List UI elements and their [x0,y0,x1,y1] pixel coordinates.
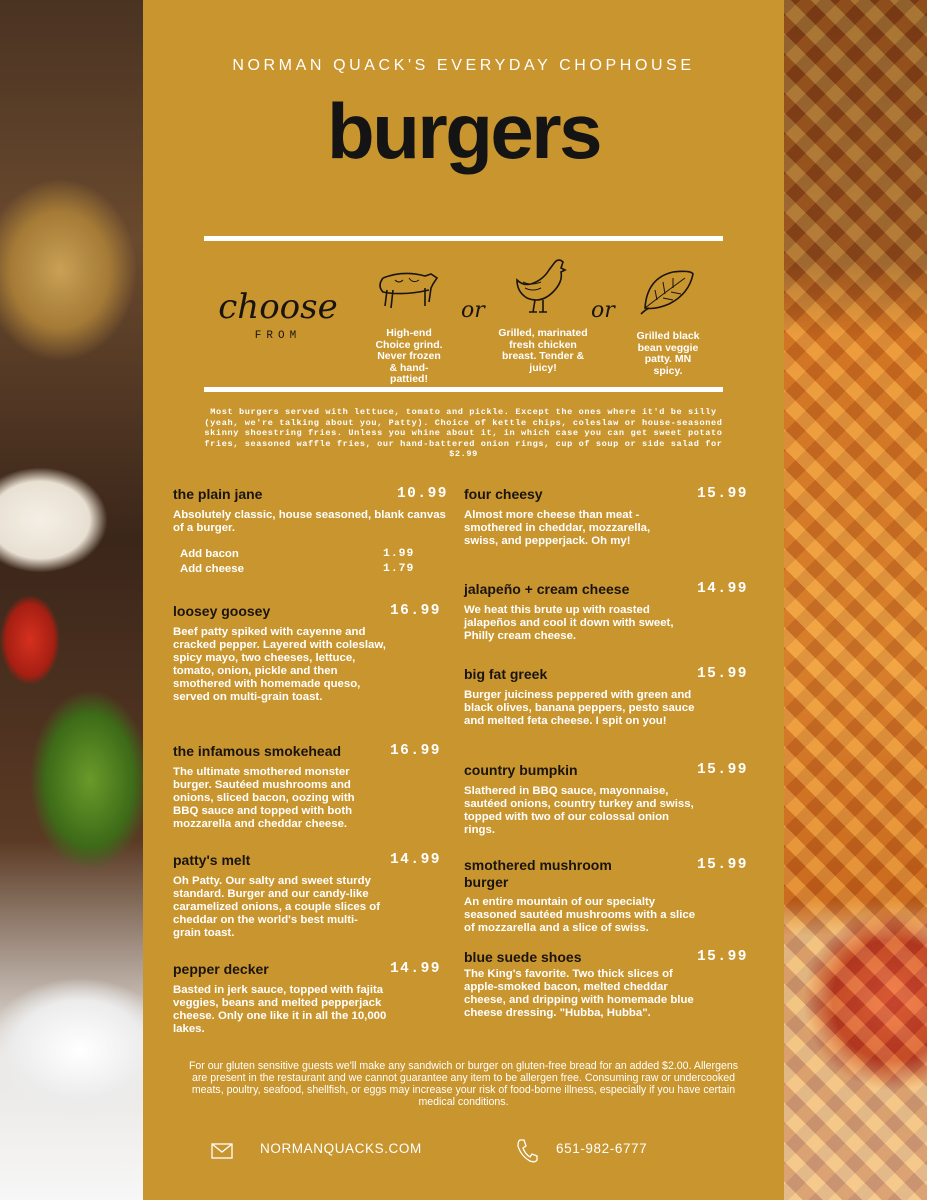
item-name: jalapeño + cream cheese [464,581,630,597]
bottom-divider [204,387,723,392]
addon-price: 1.99 [383,548,415,560]
item-price: 16.99 [389,743,441,759]
allergen-disclaimer: For our gluten sensitive guests we'll make any sandwich or burger on gluten-free bread for an added $2.00. Allergens are present in the restaurant and we cannot guarantee any item to be allergen free. Consuming raw or undercooked meats, poultry, seafood, shellfish, or eggs may increase your risk of food-borne illness, especially if you have certain medical conditions. [188,1060,739,1108]
item-description: An entire mountain of our specialty seasoned sautéed mushrooms with a slice of mozzarella and a slice of swiss. [464,896,696,934]
from-text: FROM [254,330,302,342]
item-name: loosey goosey [173,603,271,619]
item-price: 15.99 [696,762,748,778]
menu-item-loosey-goosey [173,603,441,704]
chicken-option-text: Grilled, marinated fresh chicken breast. Tender & juicy! [498,327,588,374]
beef-option-text: High-end Choice grind. Never frozen & hand-pattied! [375,327,443,385]
item-price: 15.99 [696,949,748,965]
restaurant-name: NORMAN QUACK'S EVERYDAY CHOPHOUSE [232,57,695,74]
cow-icon [373,264,441,314]
item-description: The ultimate smothered monster burger. Sautéed mushrooms and onions, sliced bacon, oozing with BBQ sauce and topped with both mozzarella and cheddar cheese. [173,766,355,830]
item-price: 14.99 [389,961,441,977]
website-link[interactable]: NORMANQUACKS.COM [260,1141,422,1156]
menu-item-jalapeno-cream-cheese [464,581,748,643]
item-description: Almost more cheese than meat - smothered in cheddar, mozzarella, swiss, and pepperjack. Oh my! [464,509,651,547]
addon-label: Add bacon [180,548,239,560]
or-separator-2: or [591,298,615,323]
menu-item-country-bumpkin [464,762,748,837]
chicken-icon [509,256,573,318]
item-price: 10.99 [396,486,448,502]
phone-icon [516,1138,538,1168]
menu-panel [143,0,784,1200]
burger-photo-left [0,0,143,1200]
menu-item-smokehead [173,743,441,831]
item-price: 15.99 [696,486,748,502]
item-description: Beef patty spiked with cayenne and cracked pepper. Layered with coleslaw, spicy mayo, two cheeses, lettuce, tomato, onion, pickle and then smothered with homemade queso, served on multi-grain toast. [173,626,386,703]
item-price: 16.99 [389,603,441,619]
veggie-option-text: Grilled black bean veggie patty. MN spicy. [636,330,700,377]
phone-number[interactable]: 651-982-6777 [556,1141,648,1156]
menu-item-plain-jane [173,486,448,535]
item-description: Oh Patty. Our salty and sweet sturdy standard. Burger and our candy-like caramelized onions, a couple slices of cheddar on the world's best multi-grain toast. [173,875,381,939]
item-price: 15.99 [696,666,748,682]
menu-item-pepper-decker [173,961,441,1036]
menu-item-pattys-melt [173,852,441,940]
item-description: Slathered in BBQ sauce, mayonnaise, sautéed onions, country turkey and swiss, topped with two of our colossal onion rings. [464,785,694,836]
item-name: country bumpkin [464,762,578,778]
item-description: Burger juiciness peppered with green and black olives, banana peppers, pesto sauce and melted feta cheese. I spit on you! [464,689,695,727]
leaf-icon [637,264,699,320]
page-title: burgers [327,87,600,175]
item-description: We heat this brute up with roasted jalapeños and cool it down with sweet, Philly cream cheese. [464,604,674,642]
item-description: The King's favorite. Two thick slices of apple-smoked bacon, melted cheddar cheese, and dripping with homemade blue cheese dressing. "Hubba, Hubba". [464,968,694,1019]
intro-text: Most burgers served with lettuce, tomato and pickle. Except the ones where it'd be silly (yeah, we're talking about you, Patty). Choice of kettle chips, coleslaw or house-seasoned skinny shoestring fries. Unless you whine about it, in which case you can get sweet potato fries, seasoned waffle fries, our hand-battered onion rings, cup of soup or side salad for $2.99 [204,407,723,459]
item-description: Absolutely classic, house seasoned, blank canvas of a burger. [173,509,446,534]
item-name: the infamous smokehead [173,743,342,759]
waffle-fries-photo-right [783,0,927,1200]
item-name: patty's melt [173,852,251,868]
item-description: Basted in jerk sauce, topped with fajita veggies, beans and melted pepperjack cheese. Only one like it in all the 10,000 lakes. [173,984,387,1035]
item-name: four cheesy [464,486,543,502]
item-name: big fat greek [464,666,548,682]
menu-item-blue-suede-shoes [464,949,748,1020]
addon-price: 1.79 [383,563,415,575]
item-price: 14.99 [389,852,441,868]
menu-item-four-cheesy [464,486,748,548]
menu-item-big-fat-greek [464,666,748,728]
menu-item-smothered-mushroom [464,857,748,935]
addon-cheese [180,563,450,575]
choose-from-label [218,287,338,342]
envelope-icon [211,1143,233,1163]
item-name: pepper decker [173,961,269,977]
or-separator-1: or [461,298,485,323]
item-price: 15.99 [696,857,748,873]
addon-bacon [180,548,450,560]
top-divider [204,236,723,241]
choose-text: choose [218,287,338,327]
item-price: 14.99 [696,581,748,597]
addon-label: Add cheese [180,563,244,575]
item-name: blue suede shoes [464,949,582,965]
item-name: the plain jane [173,486,263,502]
item-name: smothered mushroom burger [464,857,612,890]
